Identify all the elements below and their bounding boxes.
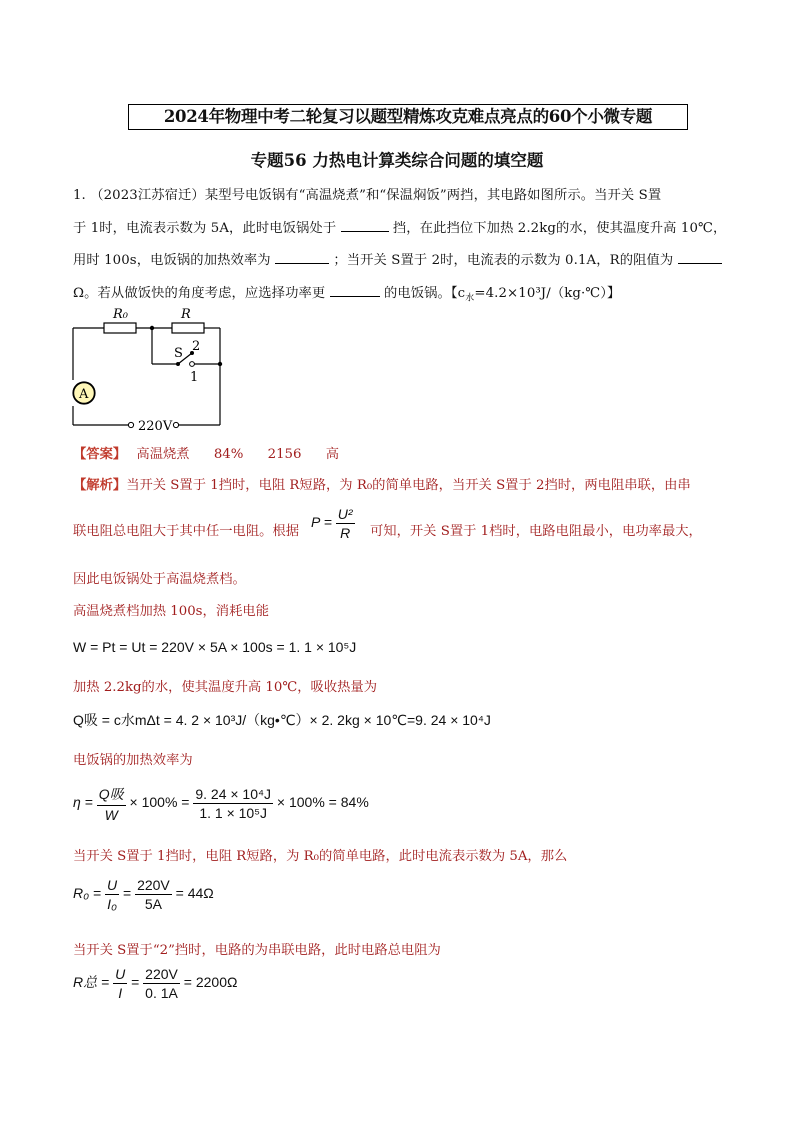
formula-fraction (336, 506, 355, 541)
rt-lhs: R总 = (73, 974, 110, 991)
formula-numerator: U² (337, 506, 353, 522)
question-text: 的电饭锅。【c (383, 286, 466, 301)
label-voltage: 220V (138, 419, 173, 434)
equation-r-total: R总 = $\frac{U}{I}$ = $\frac{220V}{0. 1A}$ = 2200Ω (73, 966, 238, 1001)
r0-lhs: R₀ = (73, 885, 102, 902)
question-text: Ω。若从做饭快的角度考虑，应选择功率更 (73, 286, 326, 301)
question-line-1: 1. （2023江苏宿迁）某型号电饭锅有“高温烧煮”和“保温焖饭”两挡，其电路如图所示。当开关 S置 (73, 188, 662, 203)
eta-fraction-2 (193, 786, 273, 821)
label-pos-1: 1 (190, 370, 199, 385)
answer-2: 84% (213, 447, 244, 462)
r0-end: = 44Ω (175, 885, 214, 902)
question-text: =4.2×10³J/（kg·℃）】 (474, 286, 621, 301)
r0-den-1: I₀ (107, 896, 117, 912)
eta-fraction-1 (97, 784, 126, 823)
question-text: ；当开关 S置于 2时，电流表的示数为 0.1A，R的阻值为 (333, 253, 674, 268)
eta-mid: × 100% = (129, 794, 190, 811)
analysis-line-7: 当开关 S置于 1挡时，电阻 R短路，为 R₀的简单电路，此时电流表示数为 5A，那么 (73, 849, 568, 864)
answer-1: 高温烧煮 (136, 447, 190, 462)
analysis-line-2 (73, 520, 299, 539)
eta-num-1: Q吸 (97, 784, 126, 806)
r0-fraction-2 (135, 877, 172, 912)
answer-4: 高 (325, 447, 340, 462)
label-pos-2: 2 (192, 339, 201, 354)
question-text: 于 1时，电流表示数为 5A，此时电饭锅处于 (73, 221, 337, 236)
r0-fraction-1 (105, 877, 119, 912)
question-text: 挡，在此挡位下加热 2.2kg的水，使其温度升高 10℃， (392, 221, 727, 236)
question-line-2 (73, 218, 727, 238)
analysis-tag: 【解析】 (73, 478, 127, 493)
rt-den-2: 0. 1A (145, 985, 178, 1001)
r0-num-2: 220V (137, 877, 170, 893)
answer-blank-3[interactable] (678, 250, 722, 264)
answer-blank-1[interactable] (341, 218, 389, 232)
equation-r0: R₀ = $\frac{U}{\text{I₀}}$ = $\frac{220V}{5A}$ = 44Ω (73, 877, 214, 912)
series-banner: 2024年物理中考二轮复习以题型精炼攻克难点亮点的60个小微专题 (128, 104, 688, 130)
rt-num-2: 220V (145, 966, 178, 982)
analysis-line-2b: 可知，开关 S置于 1档时，电路电阻最小，电功率最大， (370, 524, 702, 539)
r0-den-2: 5A (144, 896, 162, 912)
power-formula (311, 506, 355, 541)
eta-den-1: W (104, 807, 118, 823)
resistor-r (172, 323, 204, 333)
analysis-line-1 (73, 474, 691, 493)
label-r: R (181, 307, 191, 322)
question-line-3 (73, 250, 723, 270)
analysis-line-4: 高温烧煮档加热 100s，消耗电能 (73, 604, 269, 619)
resistor-r0 (104, 323, 136, 333)
formula-denominator: R (340, 525, 351, 541)
label-switch: S (174, 346, 183, 361)
circuit-diagram (66, 303, 236, 436)
formula-lhs: P = (311, 514, 332, 531)
analysis-line-3: 因此电饭锅处于高温烧煮档。 (73, 572, 246, 587)
eta-num-2: 9. 24 × 10⁴J (195, 786, 272, 802)
eta-lhs: η = (73, 794, 93, 811)
ammeter-label: A (79, 387, 89, 402)
rt-fraction-1 (113, 966, 127, 1001)
question-text: 用时 100s，电饭锅的加热效率为 (73, 253, 271, 268)
analysis-text: 联电阻总电阻大于其中任一电阻。根据 (73, 524, 300, 539)
analysis-line-8: 当开关 S置于“2”挡时，电路的为串联电路，此时电路总电阻为 (73, 943, 441, 958)
equation-efficiency (73, 784, 369, 823)
answer-tag: 【答案】 (73, 447, 127, 462)
answer-blank-2[interactable] (275, 250, 329, 264)
equation-energy: W = Pt = Ut = 220V × 5A × 100s = 1. 1 × 10⁵J (73, 639, 357, 655)
eta-den-2: 1. 1 × 10⁵J (199, 805, 268, 821)
topic-title: 专题56 力热电计算类综合问题的填空题 (250, 151, 544, 170)
r0-num-1: U (106, 877, 118, 893)
rt-num-1: U (115, 966, 126, 982)
subscript-water: 水 (465, 293, 475, 304)
rt-end: = 2200Ω (183, 974, 238, 991)
equation-heat: Q吸 = c水mΔt = 4. 2 × 10³J/（kg•℃）× 2. 2kg × 10℃=9. 24 × 10⁴J (73, 712, 491, 728)
eta-end: × 100% = 84% (276, 794, 369, 811)
rt-fraction-2 (143, 966, 180, 1001)
analysis-line-6: 电饭锅的加热效率为 (73, 753, 193, 768)
label-r0: R₀ (113, 307, 128, 322)
answer-3: 2156 (267, 447, 302, 462)
analysis-line-5: 加热 2.2kg的水，使其温度升高 10℃，吸收热量为 (73, 680, 378, 695)
answer-blank-4[interactable] (330, 283, 380, 297)
analysis-text: 当开关 S置于 1挡时，电阻 R短路，为 R₀的简单电路，当开关 S置于 2挡时，两电阻串联，由串 (126, 478, 691, 493)
rt-den-1: I (118, 985, 123, 1001)
answer-line (73, 443, 339, 462)
